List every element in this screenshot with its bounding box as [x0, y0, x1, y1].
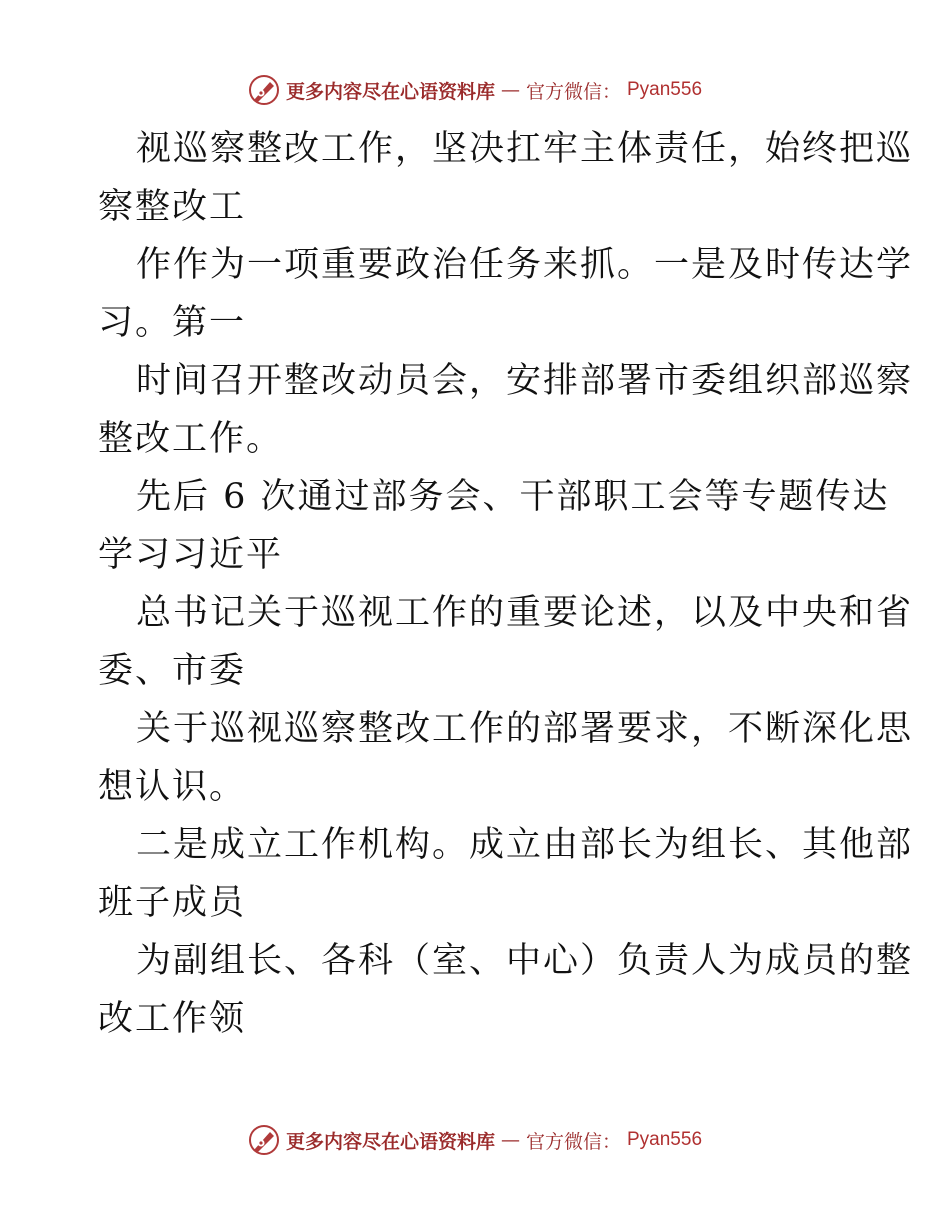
paragraph-line: 想认识。 — [98, 767, 247, 807]
paragraph-line: 班子成员 — [98, 883, 247, 923]
paragraph-line: 改工作领 — [98, 999, 247, 1039]
brand-separator: — — [500, 1129, 520, 1151]
paragraph-line: 察整改工 — [98, 187, 247, 227]
paragraph-5 — [98, 584, 914, 700]
paragraph-6 — [98, 700, 914, 816]
paragraph-line: 作作为一项重要政治任务来抓。一是及时传达学 — [136, 245, 914, 285]
brand-text: 更多内容尽在心语资料库 — [285, 1130, 495, 1153]
paragraph-3 — [98, 352, 914, 468]
pen-logo-icon — [248, 74, 280, 106]
brand-watermark — [248, 74, 702, 106]
paragraph-4 — [98, 468, 890, 584]
brand-separator: — — [500, 79, 520, 101]
paragraph-7 — [98, 816, 914, 932]
paragraph-line: 视巡察整改工作，坚决扛牢主体责任，始终把巡 — [136, 129, 914, 169]
paragraph-line: 关于巡视巡察整改工作的部署要求，不断深化思 — [136, 709, 914, 749]
footer-watermark — [0, 1120, 950, 1160]
paragraph-line: 二是成立工作机构。成立由部长为组长、其他部 — [136, 825, 914, 865]
document-body — [98, 120, 914, 1048]
brand-text: 更多内容尽在心语资料库 — [285, 80, 495, 103]
contact-label: 官方微信： — [525, 80, 621, 103]
paragraph-line: 先后 6 次通过部务会、干部职工会等专题传达 — [136, 477, 890, 517]
contact-label: 官方微信： — [525, 1130, 621, 1153]
paragraph-line: 整改工作。 — [98, 419, 284, 459]
paragraph-line: 委、市委 — [98, 651, 247, 691]
paragraph-8 — [98, 932, 914, 1048]
paragraph-line: 学习习近平 — [98, 535, 284, 575]
contact-handle: Pyan556 — [627, 79, 703, 100]
paragraph-2 — [98, 236, 914, 352]
paragraph-line: 时间召开整改动员会，安排部署市委组织部巡察 — [136, 361, 914, 401]
paragraph-line: 总书记关于巡视工作的重要论述，以及中央和省 — [136, 593, 914, 633]
paragraph-line: 为副组长、各科（室、中心）负责人为成员的整 — [136, 941, 914, 981]
paragraph-line: 习。第一 — [98, 303, 247, 343]
paragraph-1 — [98, 120, 914, 236]
brand-watermark — [248, 1124, 702, 1156]
pen-logo-icon — [248, 1124, 280, 1156]
header-watermark — [0, 70, 950, 110]
contact-handle: Pyan556 — [627, 1129, 703, 1150]
